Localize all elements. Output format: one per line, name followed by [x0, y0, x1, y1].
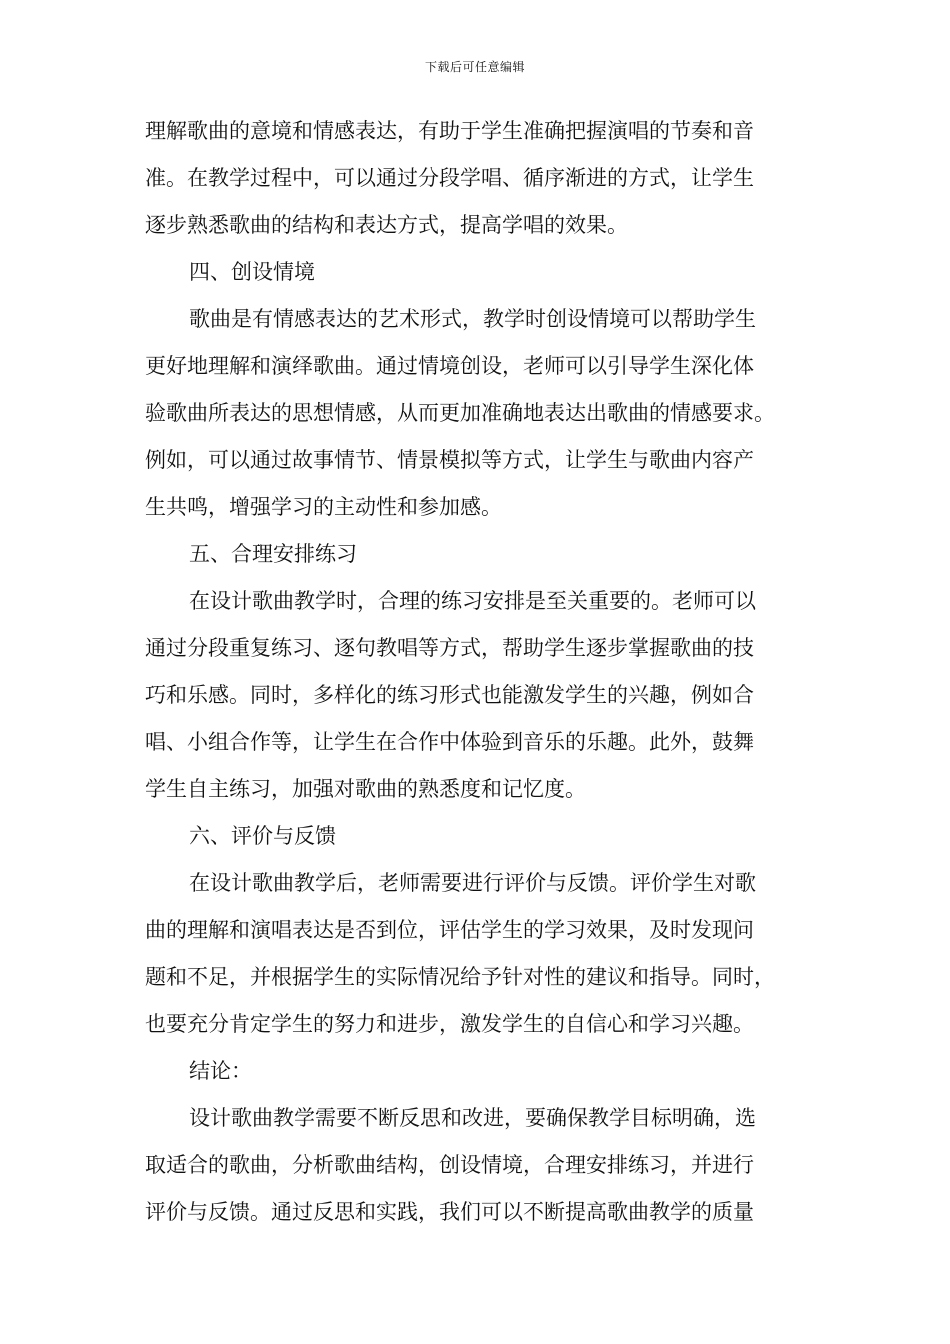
paragraph-arrange-practice [145, 578, 805, 813]
paragraph-understanding [145, 108, 805, 249]
text-line: 在设计歌曲教学后，老师需要进行评价与反馈。评价学生对歌 [189, 871, 756, 895]
section-heading-create-context: 四、创设情境 [189, 260, 315, 284]
text-line: 生共鸣，增强学习的主动性和参加感。 [145, 495, 502, 519]
paragraph-evaluation-feedback [145, 860, 805, 1048]
paragraph-create-context [145, 296, 805, 531]
text-line: 例如，可以通过故事情节、情景模拟等方式，让学生与歌曲内容产 [145, 448, 754, 472]
text-line: 更好地理解和演绎歌曲。通过情境创设，老师可以引导学生深化体 [145, 354, 754, 378]
text-line: 取适合的歌曲，分析歌曲结构，创设情境，合理安排练习，并进行 [145, 1153, 754, 1177]
text-line: 设计歌曲教学需要不断反思和改进，要确保教学目标明确，选 [189, 1106, 756, 1130]
text-line: 题和不足，并根据学生的实际情况给予针对性的建议和指导。同时， [145, 965, 775, 989]
text-line: 验歌曲所表达的思想情感，从而更加准确地表达出歌曲的情感要求。 [145, 401, 775, 425]
text-line: 学生自主练习，加强对歌曲的熟悉度和记忆度。 [145, 777, 586, 801]
text-line: 唱、小组合作等，让学生在合作中体验到音乐的乐趣。此外，鼓舞 [145, 730, 754, 754]
text-line: 在设计歌曲教学时，合理的练习安排是至关重要的。老师可以 [189, 589, 756, 613]
text-line: 理解歌曲的意境和情感表达，有助于学生准确把握演唱的节奏和音 [145, 119, 754, 143]
text-line: 曲的理解和演唱表达是否到位，评估学生的学习效果，及时发现问 [145, 918, 754, 942]
text-line: 准。在教学过程中，可以通过分段学唱、循序渐进的方式，让学生 [145, 166, 754, 190]
text-line: 逐步熟悉歌曲的结构和表达方式，提高学唱的效果。 [145, 213, 628, 237]
text-line: 也要充分肯定学生的努力和进步，激发学生的自信心和学习兴趣。 [145, 1012, 754, 1036]
text-line: 评价与反馈。通过反思和实践，我们可以不断提高歌曲教学的质量 [145, 1200, 754, 1224]
text-line: 歌曲是有情感表达的艺术形式，教学时创设情境可以帮助学生 [189, 307, 756, 331]
document-body [145, 108, 805, 1236]
section-heading-conclusion: 结论： [189, 1059, 252, 1083]
paragraph-conclusion [145, 1095, 805, 1236]
section-heading-arrange-practice: 五、合理安排练习 [189, 542, 357, 566]
page-header-note: 下载后可任意编辑 [424, 60, 525, 74]
section-heading-evaluation-feedback: 六、评价与反馈 [189, 824, 336, 848]
text-line: 通过分段重复练习、逐句教唱等方式，帮助学生逐步掌握歌曲的技 [145, 636, 754, 660]
text-line: 巧和乐感。同时，多样化的练习形式也能激发学生的兴趣，例如合 [145, 683, 754, 707]
